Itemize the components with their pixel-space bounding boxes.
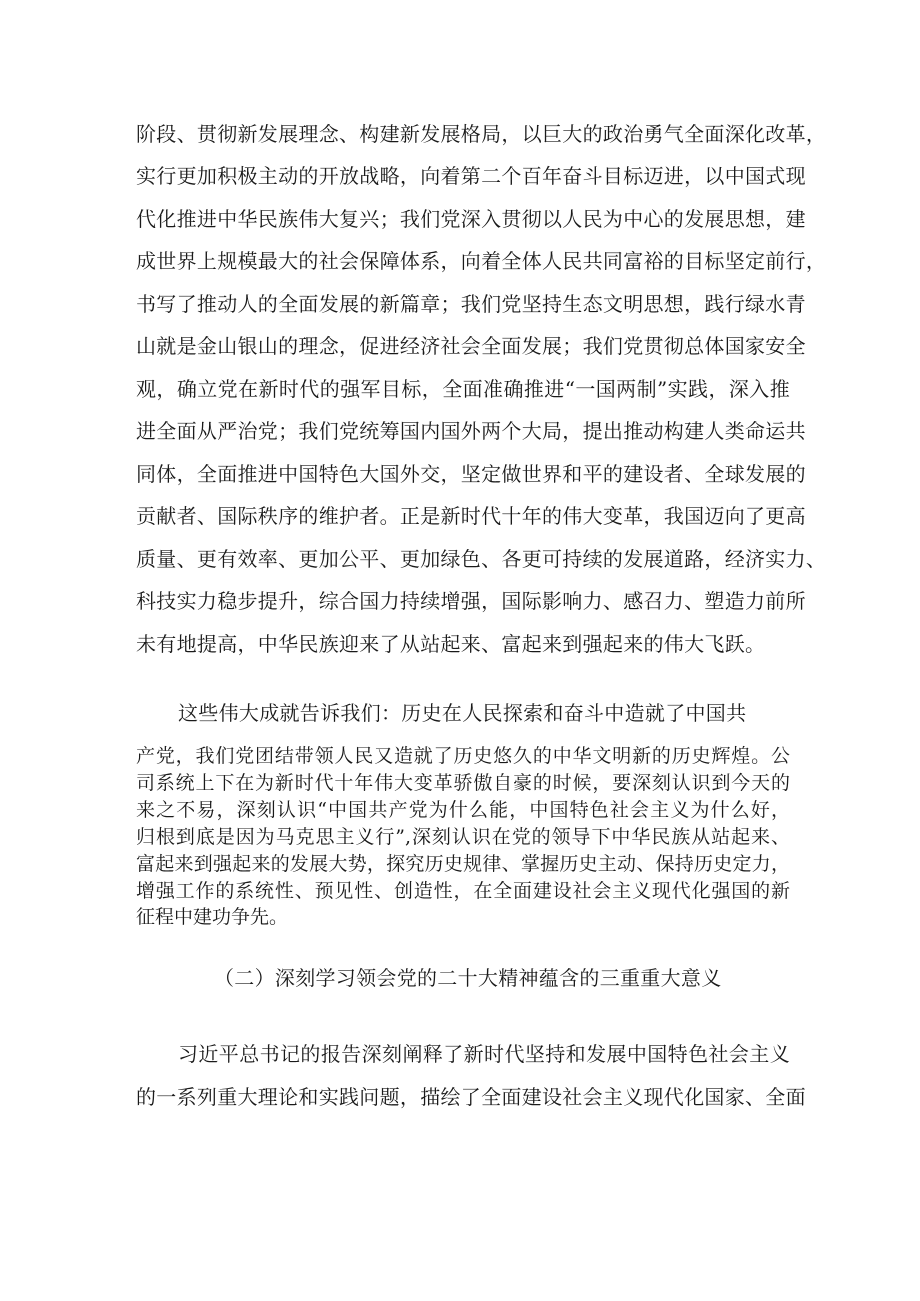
text-line: 增强工作的系统性、预见性、创造性，在全面建设社会主义现代化强国的新 [136,880,790,902]
text-line: 的一系列重大理论和实践问题，描绘了全面建设社会主义现代化国家、全面 [136,1085,806,1109]
text-line: 未有地提高，中华民族迎来了从站起来、富起来到强起来的伟大飞跃。 [136,632,766,656]
text-line: 产党，我们党团结带领人民又造就了历史悠久的中华文明新的历史辉煌。公 [136,745,790,767]
text-line: 观，确立党在新时代的强军目标，全面准确推进“一国两制”实践，深入推 [136,377,790,401]
text-line: 科技实力稳步提升，综合国力持续增强，国际影响力、感召力、塑造力前所 [136,589,806,613]
text-line: 代化推进中华民族伟大复兴；我们党深入贯彻以人民为中心的发展思想，建 [136,207,806,231]
text-line: 习近平总书记的报告深刻阐释了新时代坚持和发展中国特色社会主义 [178,1042,790,1066]
text-line: 这些伟大成就告诉我们：历史在人民探索和奋斗中造就了中国共 [178,701,747,725]
text-line: 山就是金山银山的理念，促进经济社会全面发展；我们党贯彻总体国家安全 [136,334,806,358]
text-line: 书写了推动人的全面发展的新篇章；我们党坚持生态文明思想，践行绿水青 [136,292,806,316]
text-line: 同体，全面推进中国特色大国外交，坚定做世界和平的建设者、全球发展的 [136,462,806,486]
text-line: 征程中建功争先。 [136,906,289,928]
text-line: 富起来到强起来的发展大势，探究历史规律、掌握历史主动、保持历史定力， [136,853,790,875]
section-heading: （二）深刻学习领会党的二十大精神蕴含的三重重大意义 [214,966,722,990]
text-line: 实行更加积极主动的开放战略，向着第二个百年奋斗目标迈进，以中国式现 [136,164,806,188]
text-line: 归根到底是因为马克思主义行”,深刻认识在党的领导下中华民族从站起来、 [136,826,790,848]
text-line: 进全面从严治党；我们党统筹国内国外两个大局，提出推动构建人类命运共 [136,419,806,443]
text-line: 司系统上下在为新时代十年伟大变革骄傲自豪的时候，要深刻认识到今天的 [136,772,790,794]
text-line: 来之不易，深刻认识“中国共产党为什么能，中国特色社会主义为什么好， [136,799,790,821]
text-line: 成世界上规模最大的社会保障体系，向着全体人民共同富裕的目标坚定前行， [136,249,827,273]
text-line: 阶段、贯彻新发展理念、构建新发展格局，以巨大的政治勇气全面深化改革， [136,122,827,146]
text-line: 贡献者、国际秩序的维护者。正是新时代十年的伟大变革，我国迈向了更高 [136,504,806,528]
text-line: 质量、更有效率、更加公平、更加绿色、各更可持续的发展道路，经济实力、 [136,547,827,571]
